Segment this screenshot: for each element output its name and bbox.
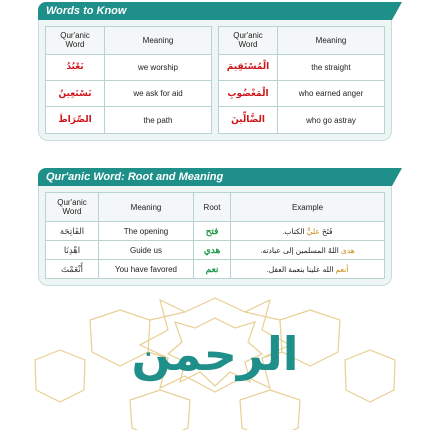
arabic-word: الضَّالِّينَ [219,107,278,134]
example-sentence [231,222,385,241]
words-to-know-title: Words to Know [38,2,392,20]
calligraphy-text: الرحمن [131,327,299,381]
word-meaning: You have favored [99,260,194,279]
example-text: الله علينا بنعمة العقل. [266,264,336,274]
header-example: Example [231,193,385,222]
table-row [46,241,385,260]
example-text: فَتَحَ [319,226,333,236]
geometric-pattern-decoration [0,290,430,430]
word-meaning: who go astray [278,107,385,134]
example-text: الكتاب. [282,226,307,236]
word-meaning: Guide us [99,241,194,260]
root-meaning-title: Qur'anic Word: Root and Meaning [38,168,392,186]
words-table-right [218,26,385,134]
table-row [46,80,212,106]
words-to-know-section [38,2,392,141]
header-meaning: Meaning [99,193,194,222]
header-quranic-word: Qur'anic Word [46,27,105,55]
table-row [46,260,385,279]
arabic-word: أَنْعَمْتَ [46,260,99,279]
example-highlight: عليٌّ [306,226,320,236]
arabic-word: نَعْبُدُ [46,54,105,80]
table-row [46,54,212,80]
arabic-word: الفَاتِحَة [46,222,99,241]
example-sentence [231,260,385,279]
header-quranic-word: Qur'anic Word [219,27,278,55]
root-meaning-box [38,186,392,286]
table-row [219,80,385,106]
word-meaning: the straight [278,54,385,80]
word-meaning: we worship [105,54,212,80]
words-to-know-box [38,20,392,141]
root-table [45,192,385,279]
word-meaning: we ask for aid [105,80,212,106]
word-meaning: who earned anger [278,80,385,106]
example-highlight: هدى [340,245,355,255]
example-sentence [231,241,385,260]
word-meaning: The opening [99,222,194,241]
header-meaning: Meaning [278,27,385,55]
arabic-word: نَسْتَعِينُ [46,80,105,106]
word-root: هدي [194,241,231,260]
word-root: فتح [194,222,231,241]
words-table-left [45,26,212,134]
word-meaning: the path [105,107,212,134]
example-highlight: أنعم [335,264,349,274]
header-meaning: Meaning [105,27,212,55]
example-text: اللهُ المسلمين إلى عبادته. [260,245,341,255]
arabic-word: الصِّرَاطَ [46,107,105,134]
root-meaning-section [38,168,392,286]
header-quranic-word: Qur'anic Word [46,193,99,222]
table-row [46,222,385,241]
word-root: نعم [194,260,231,279]
table-row [219,54,385,80]
table-row [219,107,385,134]
table-row [46,107,212,134]
arabic-word: اهْدِنَا [46,241,99,260]
arabic-word: الْمُسْتَقِيمَ [219,54,278,80]
header-root: Root [194,193,231,222]
arabic-word: الْمَغْضُوبِ [219,80,278,106]
